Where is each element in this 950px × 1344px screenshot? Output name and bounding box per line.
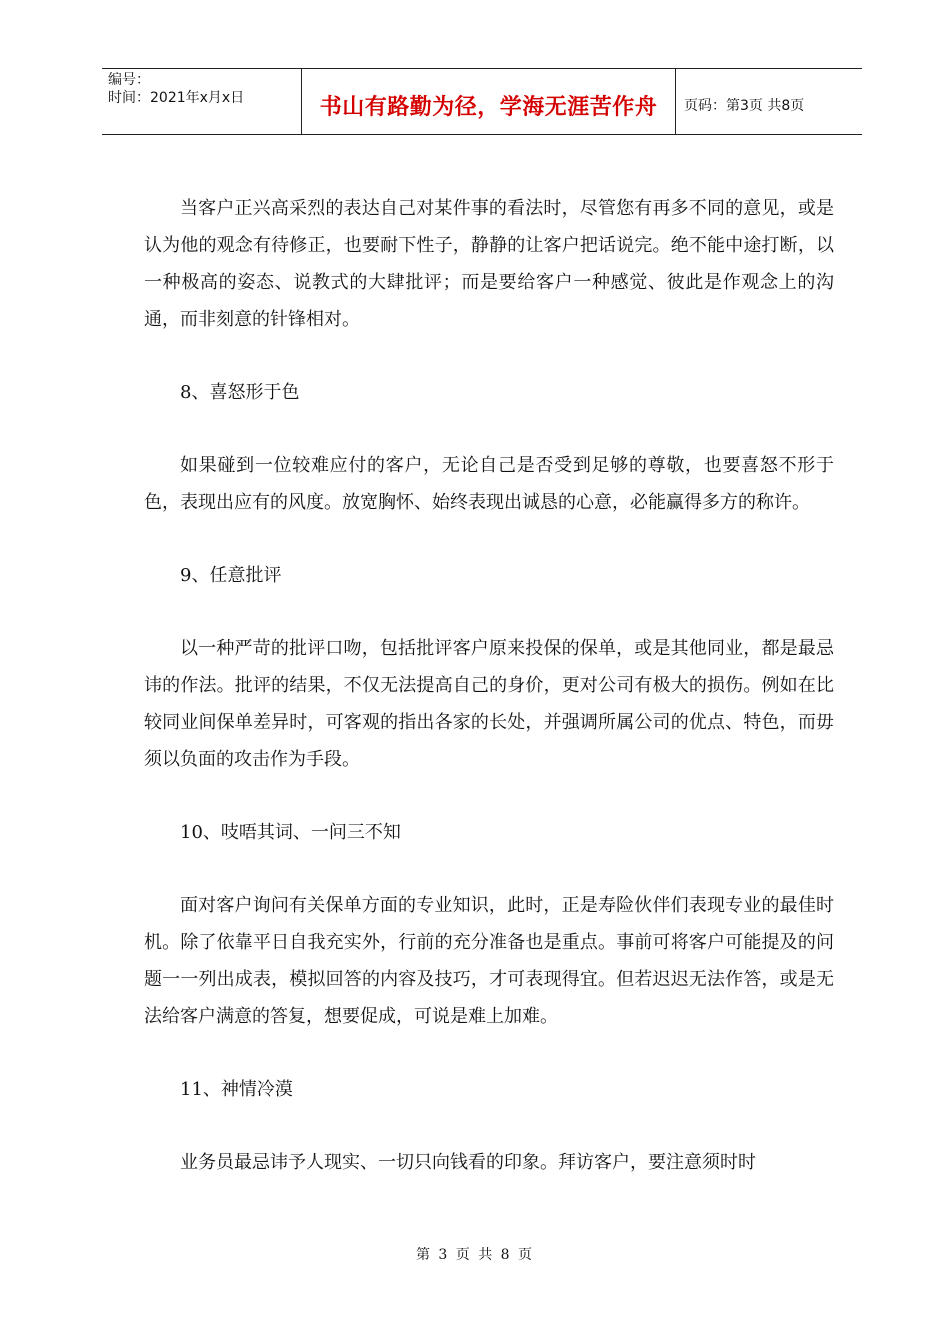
body-paragraph: 如果碰到一位较难应付的客户，无论自己是否受到足够的尊敬，也要喜怒不形于色，表现出应有的风度。放宽胸怀、始终表现出诚恳的心意，必能赢得多方的称许。 [144,455,834,513]
page-header [102,68,862,135]
body-paragraph: 业务员最忌讳予人现实、一切只向钱看的印象。拜访客户，要注意须时时 [180,1152,756,1173]
header-meta [102,69,302,134]
document-body [144,190,834,1181]
body-paragraph: 面对客户询问有关保单方面的专业知识，此时，正是寿险伙伴们表现专业的最佳时机。除了依靠平日自我充实外，行前的充分准备也是重点。事前可将客户可能提及的问题一一列出成表，模拟回答的内容及技巧，才可表现得宜。但若迟迟无法作答，或是无法给客户满意的答复，想要促成，可说是难上加难。 [144,895,834,1027]
body-paragraph: 以一种严苛的批评口吻，包括批评客户原来投保的保单，或是其他同业，都是最忌讳的作法。批评的结果，不仅无法提高自己的身价，更对公司有极大的损伤。例如在比较同业间保单差异时，可客观的指出各家的长处，并强调所属公司的优点、特色，而毋须以负面的攻击作为手段。 [144,638,834,770]
section-heading: 9、任意批评 [180,565,282,586]
body-paragraph: 当客户正兴高采烈的表达自己对某件事的看法时，尽管您有再多不同的意见，或是认为他的观念有待修正，也要耐下性子，静静的让客户把话说完。绝不能中途打断，以一种极高的姿态、说教式的大肆批评；而是要给客户一种感觉、彼此是作观念上的沟通，而非刻意的针锋相对。 [144,198,834,330]
page-footer: 第 3 页 共 8 页 [415,1247,535,1263]
document-code-label: 编号： [108,72,150,88]
header-page-info: 页码：第3页 共8页 [684,97,805,114]
header-motto: 书山有路勤为径，学海无涯苦作舟 [302,69,676,134]
document-date: 时间：2021年x月x日 [108,90,245,106]
section-heading: 11、神情冷漠 [180,1079,293,1100]
section-heading: 8、喜怒形于色 [180,382,300,403]
section-heading: 10、吱唔其词、一问三不知 [180,822,401,843]
